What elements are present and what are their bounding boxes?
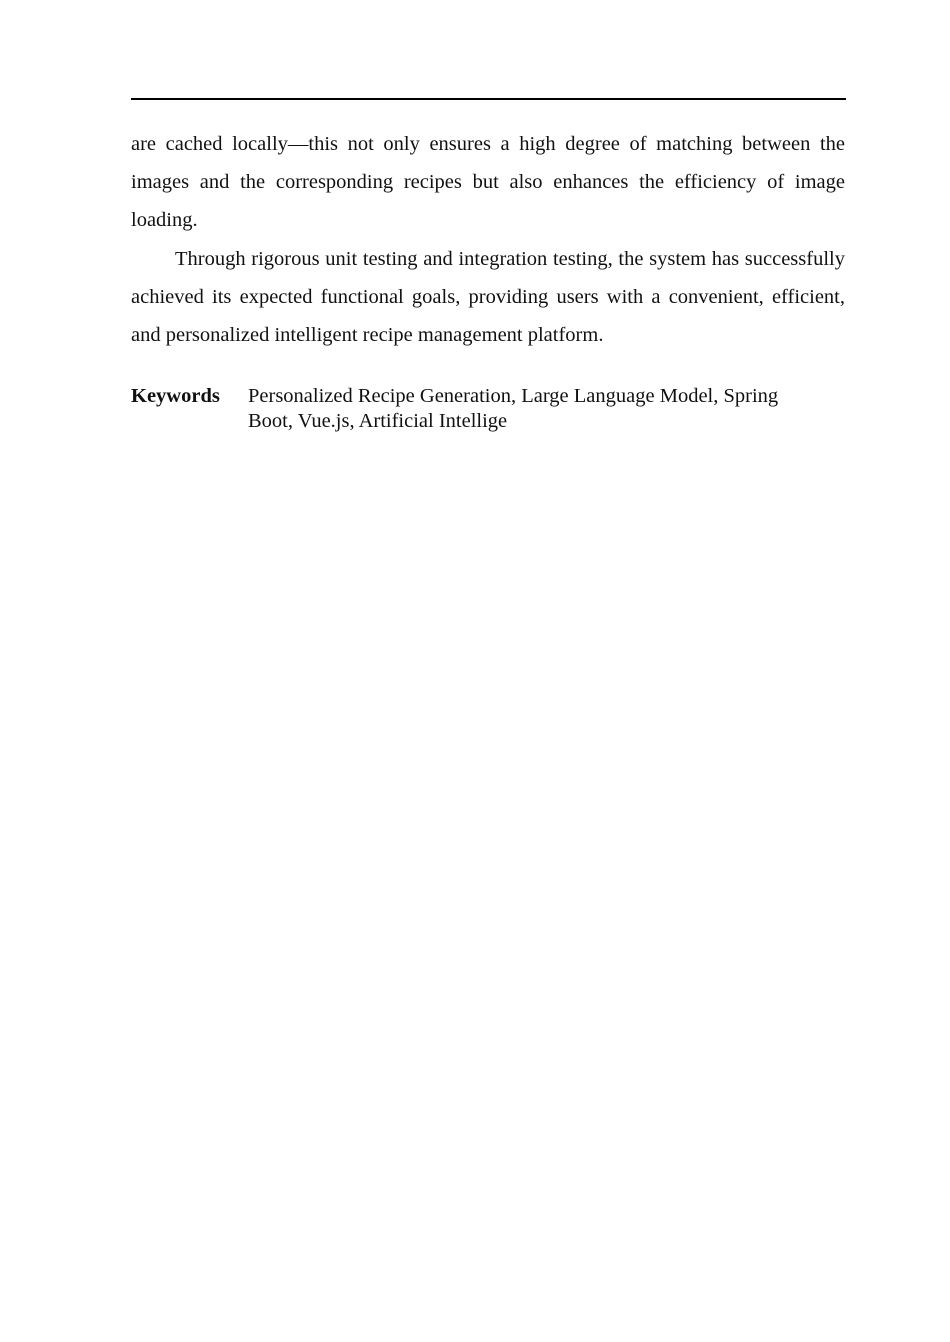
keywords-value: Personalized Recipe Generation, Large Language Model, Spring Boot, Vue.js, Artificial Intellige [248,385,779,432]
header-rule [131,98,846,100]
paragraph-testing: Through rigorous unit testing and integration testing, the system has successfully achieved its expected functional goals, providing users with a convenient, efficient, and personalized intelligent recipe management platform. [131,247,845,347]
abstract-body [131,125,845,354]
keywords-label: Keywords [131,385,220,407]
keywords-section [131,384,845,434]
paragraph-continued: are cached locally—this not only ensures a high degree of matching between the images and the corresponding recipes but also enhances the efficiency of image loading. [131,133,845,232]
